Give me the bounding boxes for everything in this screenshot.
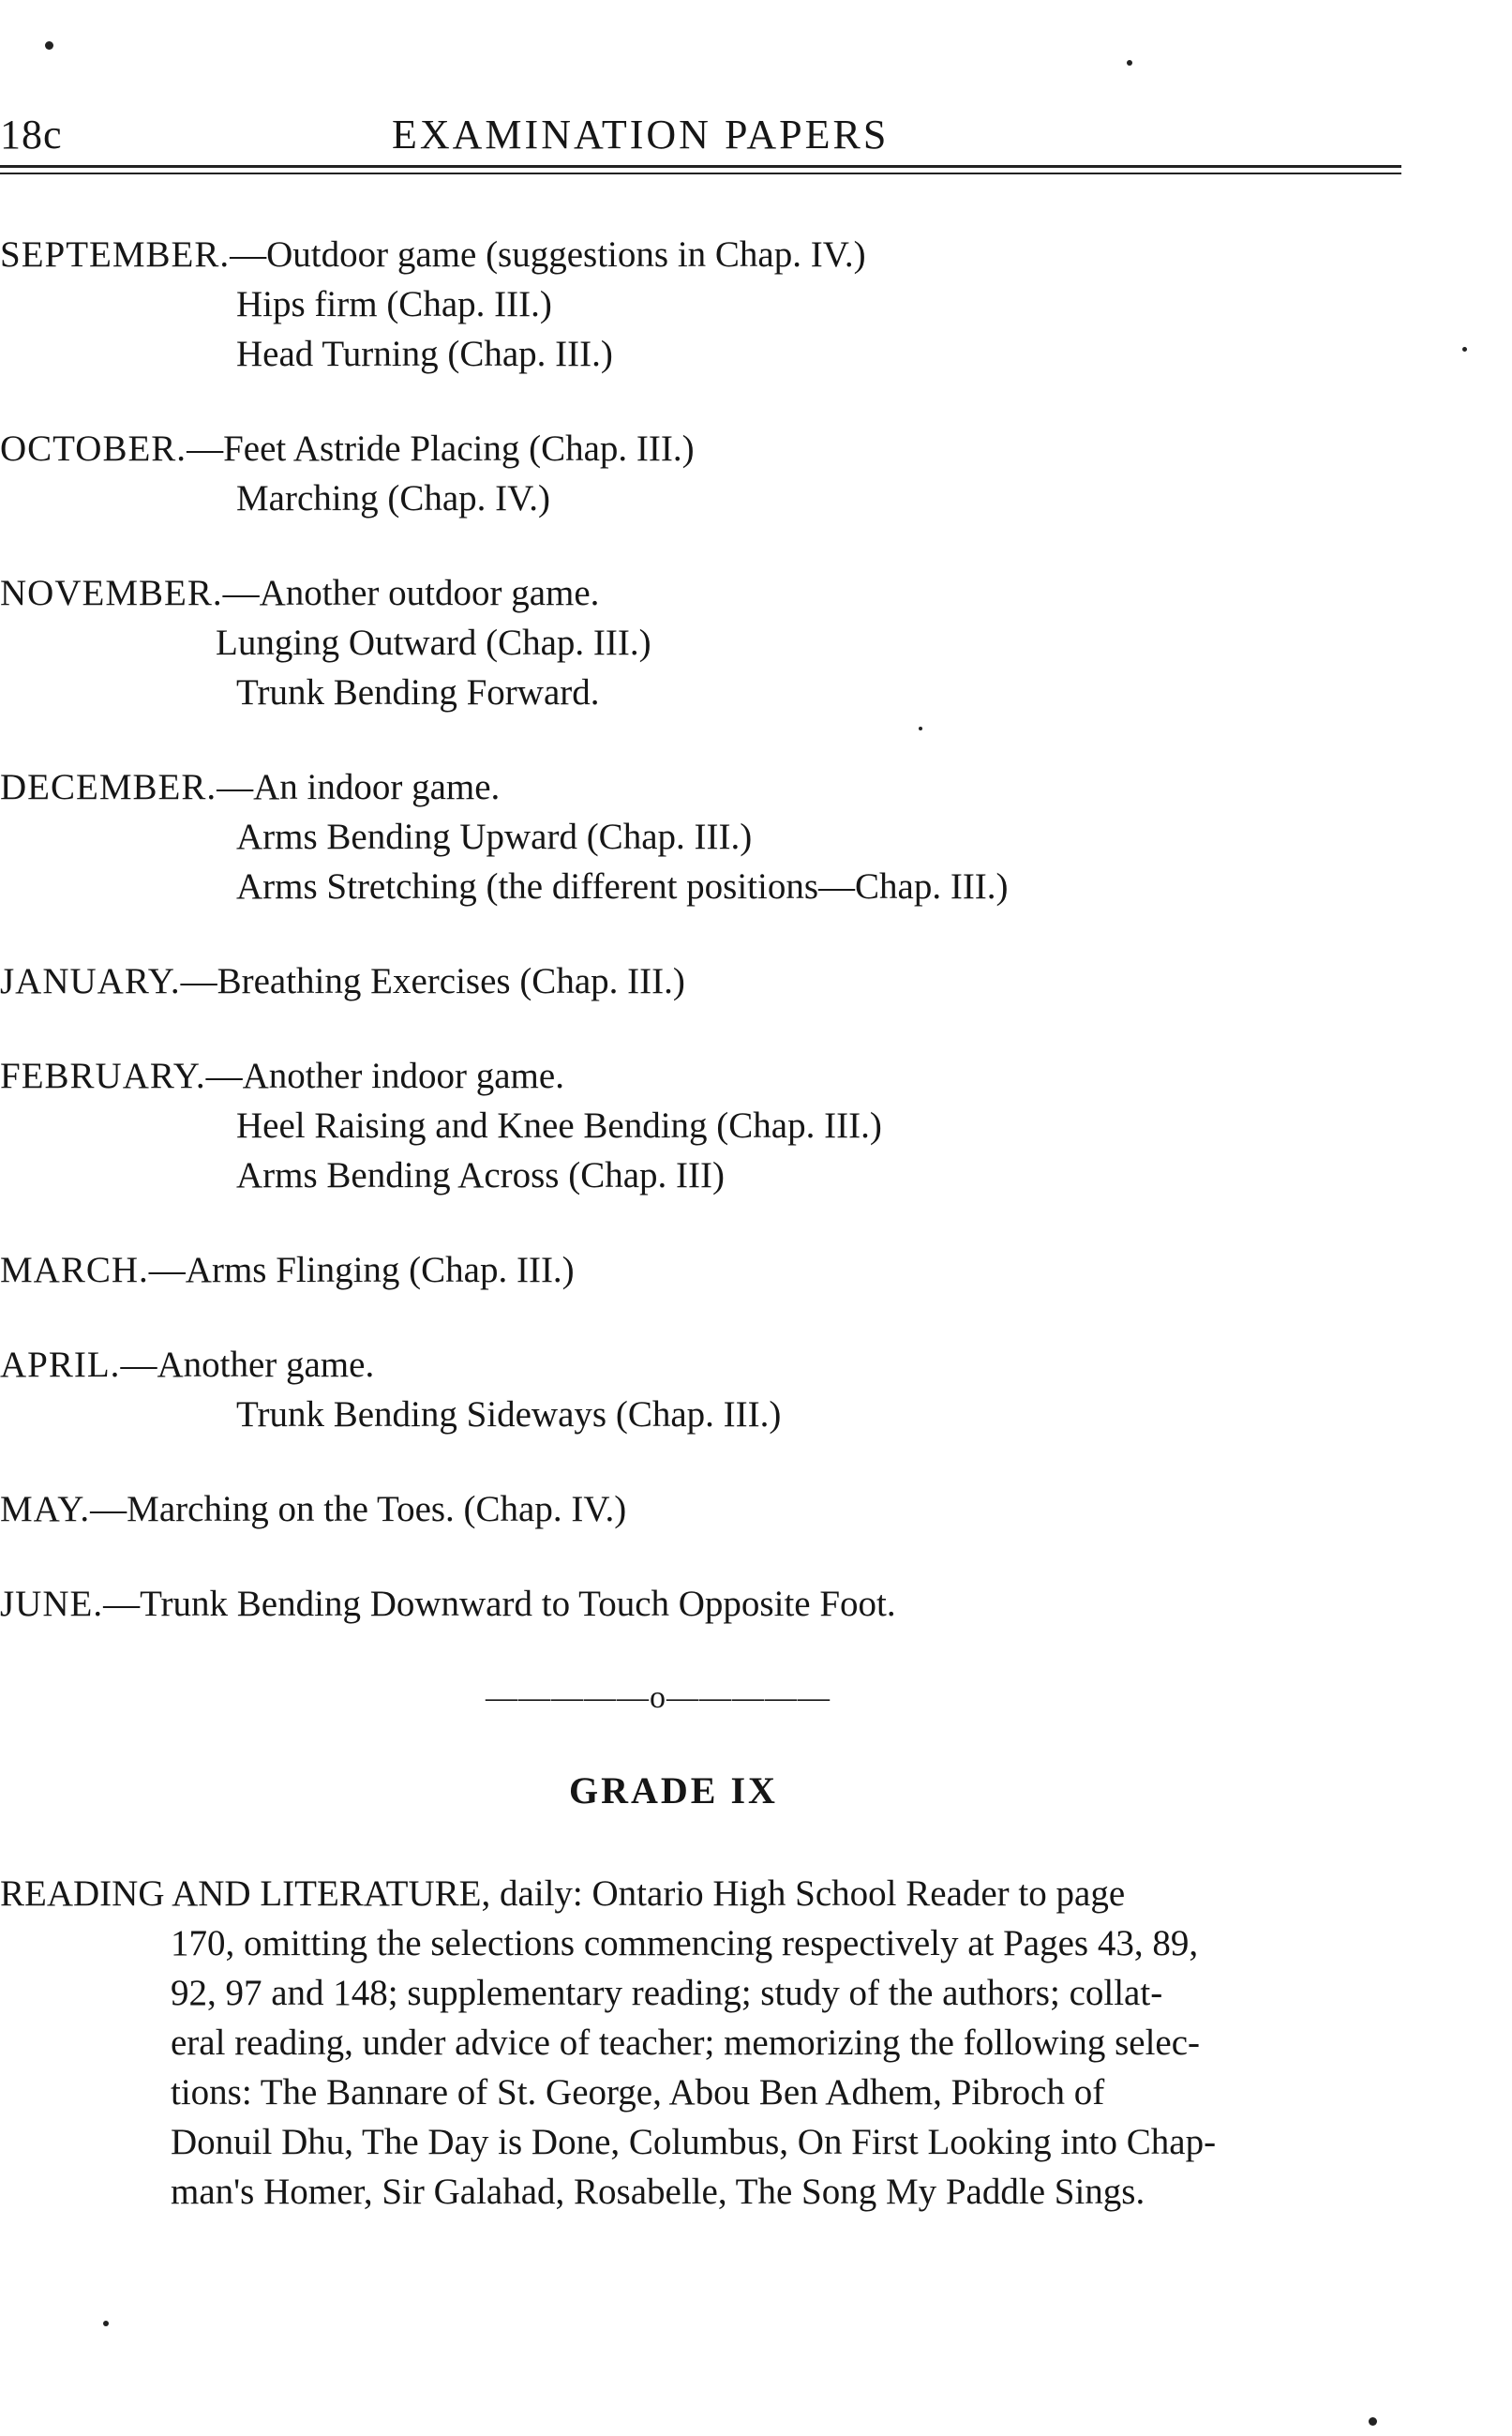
month-name: FEBRUARY. [0,1056,206,1096]
month-name: JUNE. [0,1584,104,1624]
paragraph-line: 170, omitting the selections commencing respectively at Pages 43, 89, [171,1923,1199,1963]
paragraph-line: 92, 97 and 148; supplementary reading; study of the authors; collat- [171,1973,1163,2013]
month-entry-february [0,1051,1406,1200]
exercise-item: Heel Raising and Knee Bending (Chap. III.) [236,1105,882,1146]
monthly-schedule [0,230,1406,1674]
paragraph-line: tions: The Bannare of St. George, Abou Ben Adhem, Pibroch of [171,2072,1105,2113]
month-entry-january [0,956,1406,1006]
month-name: NOVEMBER. [0,573,223,613]
month-activity: —Trunk Bending Downward to Touch Opposite Foot. [103,1584,896,1624]
month-name: OCTOBER. [0,429,187,469]
exercise-item: Trunk Bending Forward. [236,672,600,713]
scan-speck [45,41,53,50]
month-activity: —Arms Flinging (Chap. III.) [148,1250,575,1290]
month-activity: —Another indoor game. [205,1056,564,1096]
month-activity: —Another outdoor game. [222,573,600,613]
month-name: SEPTEMBER. [0,234,231,275]
exercise-item: Arms Stretching (the different positions—Chap. III.) [236,866,1009,907]
header-rule-top [0,165,1401,168]
page-number: 18c [0,112,63,158]
running-title: EXAMINATION PAPERS [392,112,890,158]
month-activity: —An indoor game. [217,767,501,807]
month-name: APRIL. [0,1345,121,1385]
grade-heading: GRADE IX [569,1769,778,1812]
exercise-item: Hips firm (Chap. III.) [236,284,552,324]
header-rule-bottom [0,173,1401,174]
exercise-item: Trunk Bending Sideways (Chap. III.) [236,1394,782,1435]
paragraph-line: READING AND LITERATURE, daily: Ontario High School Reader to page [0,1873,1126,1914]
month-activity: —Marching on the Toes. (Chap. IV.) [90,1489,627,1529]
month-name: MAY. [0,1489,91,1529]
month-entry-september [0,230,1406,379]
exercise-item: Arms Bending Upward (Chap. III.) [236,817,753,857]
month-entry-december [0,762,1406,911]
month-entry-march [0,1245,1406,1295]
month-entry-november [0,568,1406,717]
month-activity: —Feet Astride Placing (Chap. III.) [187,429,695,469]
month-name: DECEMBER. [0,767,217,807]
month-name: JANUARY. [0,961,181,1001]
month-activity: —Another game. [120,1345,375,1385]
exercise-item: Arms Bending Across (Chap. III) [236,1155,725,1195]
scan-speck [103,2321,109,2326]
month-activity: —Breathing Exercises (Chap. III.) [180,961,685,1001]
scan-speck [1462,347,1467,352]
paragraph-line: man's Homer, Sir Galahad, Rosabelle, The Song My Paddle Sings. [171,2172,1145,2212]
paragraph-line: eral reading, under advice of teacher; memorizing the following selec- [171,2022,1201,2063]
paragraph-line: Donuil Dhu, The Day is Done, Columbus, On First Looking into Chap- [171,2122,1217,2162]
month-entry-june [0,1579,1406,1629]
exercise-item: Marching (Chap. IV.) [236,478,551,519]
scan-speck [1369,2417,1377,2426]
month-entry-april [0,1340,1406,1439]
month-name: MARCH. [0,1250,149,1290]
month-entry-may [0,1484,1406,1534]
reading-literature-paragraph [0,1869,1404,2217]
page-header [0,111,1406,167]
exercise-item: Head Turning (Chap. III.) [236,334,613,374]
scan-speck [1127,60,1132,66]
month-activity: —Outdoor game (suggestions in Chap. IV.) [230,234,866,275]
exercise-item: Lunging Outward (Chap. III.) [216,623,651,663]
scan-speck [919,727,922,730]
section-separator: —————o————— [486,1680,831,1715]
month-entry-october [0,424,1406,523]
